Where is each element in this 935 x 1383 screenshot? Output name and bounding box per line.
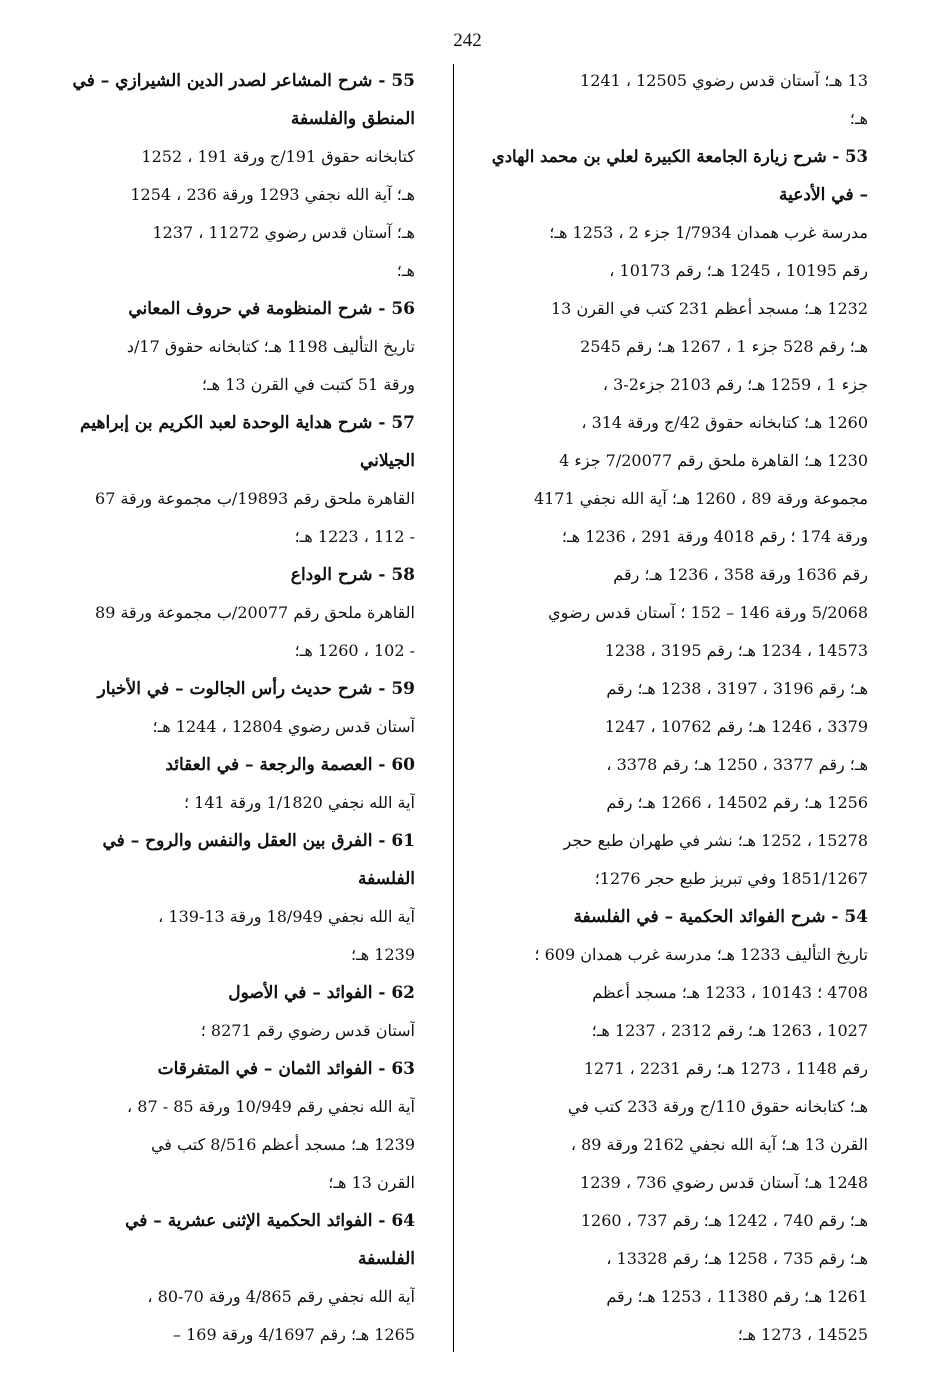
entry-heading-line: 62 - الفوائد – في الأصول <box>228 983 415 1003</box>
entry-text-line: هـ؛ <box>396 261 415 280</box>
entry-text-line: 1027 ، 1263 هـ؛ رقم 2312 ، 1237 هـ؛ <box>591 1021 868 1040</box>
entry-text-line: 1230 هـ؛ القاهرة ملحق رقم 7/20077 جزء 4 <box>559 451 868 470</box>
entry-text-line: 15278 ، 1252 هـ؛ نشر في طهران طبع حجر <box>563 831 868 850</box>
entry-text-line: القرن 13 هـ؛ آية الله نجفي 2162 ورقة 89 ، <box>570 1135 868 1154</box>
entry-text-line: آية الله نجفي 18/949 ورقة 13-139 ، <box>158 907 415 926</box>
entry-text-line: آستان قدس رضوي رقم 8271 ؛ <box>200 1021 415 1040</box>
entry-heading-line: 61 - الفرق بين العقل والنفس والروح – في <box>102 831 415 851</box>
entry-text-line: 1232 هـ؛ مسجد أعظم 231 كتب في القرن 13 <box>551 299 868 318</box>
entry-text-line: رقم 1148 ، 1273 هـ؛ رقم 2231 ، 1271 <box>583 1059 868 1078</box>
entry-text-line: 1851/1267 وفي تبريز طبع حجر 1276؛ <box>594 869 868 888</box>
entry-text-line: آية الله نجفي رقم 4/865 ورقة 70-80 ، <box>147 1287 415 1306</box>
entry-text-line: القاهرة ملحق رقم 19893/ب مجموعة ورقة 67 <box>95 489 415 508</box>
entry-text-line: ورقة 174 ؛ رقم 4018 ورقة 291 ، 1236 هـ؛ <box>561 527 868 546</box>
entry-text-line: ورقة 51 كتبت في القرن 13 هـ؛ <box>201 375 415 394</box>
entry-text-line: - 112 ، 1223 هـ؛ <box>294 527 415 546</box>
entry-text-line: جزء 1 ، 1259 هـ؛ رقم 2103 جزء2-3 ، <box>602 375 868 394</box>
right-column <box>485 62 868 1354</box>
left-column <box>70 62 415 1354</box>
entry-heading-line: 58 - شرح الوداع <box>290 565 415 585</box>
entry-heading-line: 55 - شرح المشاعر لصدر الدين الشيرازي – في <box>72 71 415 91</box>
entry-heading-line: 63 - الفوائد الثمان – في المتفرقات <box>157 1059 415 1079</box>
entry-heading-line: 54 - شرح الفوائد الحكمية – في الفلسفة <box>573 907 868 927</box>
entry-text-line: آية الله نجفي 1/1820 ورقة 141 ؛ <box>183 793 415 812</box>
entry-heading-line: 60 - العصمة والرجعة – في العقائد <box>165 755 415 775</box>
entry-text-line: هـ؛ رقم 3377 ، 1250 هـ؛ رقم 3378 ، <box>606 755 868 774</box>
entry-text-line: رقم 1636 ورقة 358 ، 1236 هـ؛ رقم <box>613 565 868 584</box>
entry-heading-line: – في الأدعية <box>778 185 868 205</box>
entry-text-line: 1239 هـ؛ <box>350 945 415 964</box>
column-divider <box>453 64 454 1352</box>
entry-text-line: 1256 هـ؛ رقم 14502 ، 1266 هـ؛ رقم <box>606 793 868 812</box>
entry-text-line: آية الله نجفي رقم 10/949 ورقة 85 - 87 ، <box>127 1097 415 1116</box>
entry-text-line: تاريخ التأليف 1198 هـ؛ كتابخانه حقوق 17/د <box>126 337 415 356</box>
entry-text-line: هـ؛ رقم 3196 ، 3197 ، 1238 هـ؛ رقم <box>606 679 868 698</box>
entry-text-line: مجموعة ورقة 89 ، 1260 هـ؛ آية الله نجفي 4171 <box>533 489 868 508</box>
entry-text-line: 1248 هـ؛ آستان قدس رضوي 736 ، 1239 <box>580 1173 868 1192</box>
page-number: 242 <box>453 30 482 51</box>
entry-heading-line: الفلسفة <box>357 869 415 889</box>
entry-text-line: 14573 ، 1234 هـ؛ رقم 3195 ، 1238 <box>604 641 868 660</box>
entry-text-line: تاريخ التأليف 1233 هـ؛ مدرسة غرب همدان 609 ؛ <box>534 945 868 964</box>
entry-text-line: هـ؛ رقم 740 ، 1242 هـ؛ رقم 737 ، 1260 <box>580 1211 868 1230</box>
entry-text-line: كتابخانه حقوق 191/ج ورقة 191 ، 1252 <box>141 147 415 166</box>
entry-heading-line: 64 - الفوائد الحكمية الإثنى عشرية – في <box>125 1211 415 1231</box>
entry-text-line: القاهرة ملحق رقم 20077/ب مجموعة ورقة 89 <box>95 603 415 622</box>
entry-text-line: 3379 ، 1246 هـ؛ رقم 10762 ، 1247 <box>604 717 868 736</box>
entry-heading-line: 57 - شرح هداية الوحدة لعبد الكريم بن إبراهيم <box>80 413 415 433</box>
entry-text-line: هـ؛ آستان قدس رضوي 11272 ، 1237 <box>152 223 415 242</box>
entry-text-line: 1239 هـ؛ مسجد أعظم 8/516 كتب في <box>150 1135 415 1154</box>
entry-heading-line: 56 - شرح المنظومة في حروف المعاني <box>128 299 415 319</box>
entry-text-line: 5/2068 ورقة 146 – 152 ؛ آستان قدس رضوي <box>548 603 868 622</box>
entry-text-line: مدرسة غرب همدان 1/7934 جزء 2 ، 1253 هـ؛ <box>549 223 868 242</box>
entry-text-line: هـ؛ رقم 528 جزء 1 ، 1267 هـ؛ رقم 2545 <box>580 337 868 356</box>
entry-text-line: 14525 ، 1273 هـ؛ <box>737 1325 868 1344</box>
entry-text-line: 1265 هـ؛ رقم 4/1697 ورقة 169 – <box>172 1325 415 1344</box>
entry-text-line: - 102 ، 1260 هـ؛ <box>294 641 415 660</box>
entry-heading-line: المنطق والفلسفة <box>290 109 415 129</box>
entry-heading-line: 59 - شرح حديث رأس الجالوت – في الأخبار <box>97 679 415 699</box>
entry-text-line: رقم 10195 ، 1245 هـ؛ رقم 10173 ، <box>609 261 868 280</box>
entry-text-line: هـ؛ <box>849 109 868 128</box>
entry-text-line: 4708 ؛ 10143 ، 1233 هـ؛ مسجد أعظم <box>592 983 868 1002</box>
entry-heading-line: 53 - شرح زيارة الجامعة الكبيرة لعلي بن محمد الهادي <box>491 147 868 166</box>
entry-text-line: آستان قدس رضوي 12804 ، 1244 هـ؛ <box>152 717 415 736</box>
entry-text-line: القرن 13 هـ؛ <box>328 1173 415 1192</box>
entry-text-line: هـ؛ رقم 735 ، 1258 هـ؛ رقم 13328 ، <box>606 1249 868 1268</box>
entry-text-line: 1261 هـ؛ رقم 11380 ، 1253 هـ؛ رقم <box>606 1287 868 1306</box>
entry-text-line: 13 هـ؛ آستان قدس رضوي 12505 ، 1241 <box>580 71 868 90</box>
entry-heading-line: الجيلاني <box>359 451 415 471</box>
entry-text-line: هـ؛ آية الله نجفي 1293 ورقة 236 ، 1254 <box>130 185 415 204</box>
entry-heading-line: الفلسفة <box>357 1249 415 1269</box>
entry-text-line: 1260 هـ؛ كتابخانه حقوق 42/ج ورقة 314 ، <box>581 413 868 432</box>
entry-text-line: هـ؛ كتابخانه حقوق 110/ج ورقة 233 كتب في <box>567 1097 868 1116</box>
